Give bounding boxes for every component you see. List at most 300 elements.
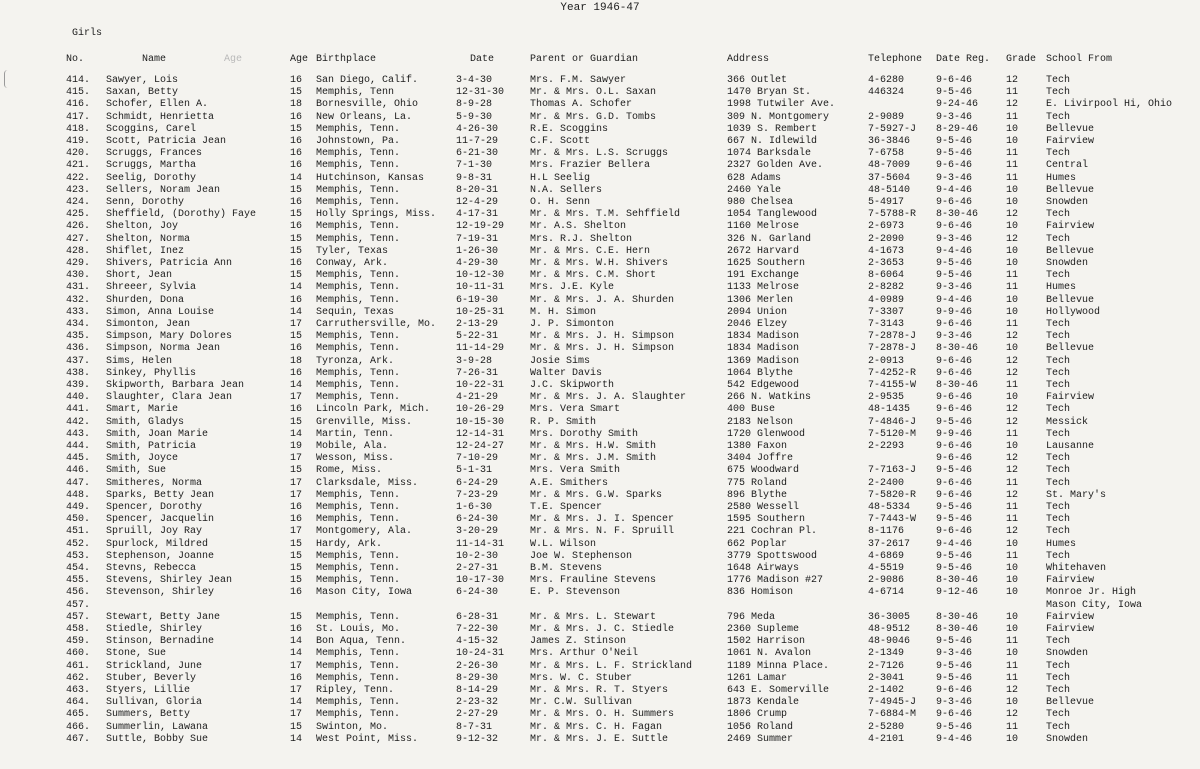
table-row bbox=[0, 403, 1200, 416]
cell-name: Shiflet, Inez bbox=[106, 245, 185, 257]
cell-birthdate: 12-24-27 bbox=[456, 441, 505, 452]
cell-birthplace: Carruthersville, Mo. bbox=[316, 319, 437, 330]
table-row bbox=[0, 318, 1200, 331]
cell-telephone: 48-5140 bbox=[868, 184, 911, 196]
cell-date-reg: 9-6-46 bbox=[936, 221, 973, 233]
cell-address: 1502 Harrison bbox=[727, 636, 806, 648]
cell-telephone: 2-9086 bbox=[868, 575, 905, 587]
cell-age: 17 bbox=[290, 392, 303, 404]
cell-birthplace: Memphis, Tenn. bbox=[316, 160, 401, 172]
cell-no: 467. bbox=[66, 733, 91, 745]
cell-no: 431. bbox=[66, 282, 91, 294]
table-row bbox=[0, 733, 1200, 746]
cell-date-reg: 9-6-46 bbox=[936, 319, 973, 330]
cell-address: 1720 Glenwood bbox=[727, 428, 806, 440]
cell-name: Stephenson, Joanne bbox=[106, 550, 215, 562]
cell-birthdate: 1-6-30 bbox=[456, 502, 493, 513]
cell-grade: 12 bbox=[1006, 404, 1019, 416]
cell-no: 436. bbox=[66, 343, 91, 355]
table-row bbox=[0, 428, 1200, 441]
cell-date-reg: 8-30-46 bbox=[936, 380, 979, 391]
cell-grade: 11 bbox=[1006, 319, 1019, 330]
cell-address: 1380 Faxon bbox=[727, 441, 788, 452]
cell-school: Fairview bbox=[1046, 575, 1095, 587]
cell-name: Sheffield, (Dorothy) Faye bbox=[106, 209, 257, 221]
cell-age: 16 bbox=[290, 294, 303, 306]
cell-date-reg: 8-30-46 bbox=[936, 575, 979, 587]
cell-grade: 10 bbox=[1006, 733, 1019, 745]
cell-name: Scruggs, Martha bbox=[106, 160, 197, 172]
cell-no: 433. bbox=[66, 306, 91, 318]
cell-grade: 10 bbox=[1006, 441, 1019, 452]
table-row bbox=[0, 574, 1200, 587]
header-date: Date bbox=[470, 54, 495, 65]
cell-address: 1648 Airways bbox=[727, 563, 800, 574]
cell-telephone: 7-4155-W bbox=[868, 380, 917, 391]
cell-birthplace: Memphis, Tenn. bbox=[316, 221, 401, 233]
cell-telephone: 37-5604 bbox=[868, 172, 911, 184]
cell-no: 455. bbox=[66, 575, 91, 587]
cell-grade: 11 bbox=[1006, 172, 1019, 184]
cell-birthplace: Memphis, Tenn. bbox=[316, 367, 401, 379]
cell-birthdate: 2-13-29 bbox=[456, 319, 499, 330]
cell-birthplace: Holly Springs, Miss. bbox=[316, 209, 437, 221]
cell-address: 266 N. Watkins bbox=[727, 392, 812, 404]
table-row bbox=[0, 281, 1200, 294]
cell-school: Tech bbox=[1046, 721, 1071, 733]
cell-age: 17 bbox=[290, 453, 303, 465]
cell-parent: M. H. Simon bbox=[530, 306, 597, 318]
cell-school: Tech bbox=[1046, 526, 1071, 538]
cell-grade: 11 bbox=[1006, 477, 1019, 489]
cell-date-reg: 8-30-46 bbox=[936, 624, 979, 635]
cell-name: Stuber, Beverly bbox=[106, 672, 197, 684]
cell-parent: James Z. Stinson bbox=[530, 636, 627, 648]
cell-school: Tech bbox=[1046, 477, 1071, 489]
cell-school: Bellevue bbox=[1046, 697, 1095, 709]
cell-date-reg: 9-3-46 bbox=[936, 111, 973, 123]
table-row bbox=[0, 477, 1200, 490]
table-row bbox=[0, 708, 1200, 721]
cell-parent: Mr. & Mrs. R. T. Styers bbox=[530, 685, 669, 696]
cell-no: 462. bbox=[66, 672, 91, 684]
cell-school: Tech bbox=[1046, 709, 1071, 721]
cell-birthplace: St. Louis, Mo. bbox=[316, 624, 401, 635]
cell-telephone: 2-3653 bbox=[868, 258, 905, 269]
cell-no: 457. bbox=[66, 611, 91, 623]
cell-birthdate: 12-4-29 bbox=[456, 197, 499, 208]
cell-age: 14 bbox=[290, 697, 303, 709]
cell-age: 14 bbox=[290, 172, 303, 184]
cell-date-reg: 9-5-46 bbox=[936, 502, 973, 513]
cell-grade: 12 bbox=[1006, 331, 1019, 343]
cell-age: 15 bbox=[290, 331, 303, 343]
table-row bbox=[0, 550, 1200, 563]
cell-name: Smith, Patricia bbox=[106, 441, 197, 452]
cell-telephone: 2-7126 bbox=[868, 660, 905, 672]
cell-grade: 11 bbox=[1006, 721, 1019, 733]
cell-parent: Walter Davis bbox=[530, 367, 603, 379]
cell-address: 796 Meda bbox=[727, 611, 776, 623]
cell-age: 14 bbox=[290, 648, 303, 660]
cell-telephone: 7-3307 bbox=[868, 306, 905, 318]
cell-parent: Mr. & Mrs. L. F. Strickland bbox=[530, 660, 693, 672]
cell-no: 415. bbox=[66, 87, 91, 99]
cell-telephone: 2-3041 bbox=[868, 672, 905, 684]
cell-address: 1061 N. Avalon bbox=[727, 648, 812, 660]
cell-grade: 10 bbox=[1006, 563, 1019, 574]
cell-birthdate: 4-21-29 bbox=[456, 392, 499, 404]
cell-birthplace: Memphis, Tenn. bbox=[316, 148, 401, 160]
cell-address: 1039 S. Rembert bbox=[727, 123, 818, 135]
cell-date-reg: 9-3-46 bbox=[936, 648, 973, 660]
cell-parent: Mr. & Mrs. J. H. Simpson bbox=[530, 343, 675, 355]
cell-school: Monroe Jr. High bbox=[1046, 587, 1137, 599]
cell-school: Tech bbox=[1046, 404, 1071, 416]
table-row bbox=[0, 172, 1200, 185]
cell-birthdate: 11-14-29 bbox=[456, 343, 505, 355]
table-row bbox=[0, 416, 1200, 429]
cell-name: Simonton, Jean bbox=[106, 319, 191, 330]
table-row bbox=[0, 367, 1200, 380]
cell-name: Strickland, June bbox=[106, 660, 203, 672]
cell-birthdate: 4-29-30 bbox=[456, 258, 499, 269]
table-row bbox=[0, 257, 1200, 270]
cell-name: Sinkey, Phyllis bbox=[106, 367, 197, 379]
cell-name: Spurlock, Mildred bbox=[106, 538, 209, 550]
cell-telephone: 4-2101 bbox=[868, 733, 905, 745]
table-row bbox=[0, 696, 1200, 709]
cell-parent: Mrs. J.E. Kyle bbox=[530, 282, 615, 294]
cell-school: E. Livirpool Hi, Ohio bbox=[1046, 99, 1173, 111]
cell-parent: Mrs. Dorothy Smith bbox=[530, 428, 639, 440]
cell-address: 836 Homison bbox=[727, 587, 794, 599]
cell-birthdate: 8-7-31 bbox=[456, 721, 493, 733]
cell-telephone: 2-2293 bbox=[868, 441, 905, 452]
cell-birthdate: 7-22-30 bbox=[456, 624, 499, 635]
cell-school: Hollywood bbox=[1046, 306, 1101, 318]
cell-age: 16 bbox=[290, 587, 303, 599]
cell-name: Stinson, Bernadine bbox=[106, 636, 215, 648]
cell-name: Skipworth, Barbara Jean bbox=[106, 380, 245, 391]
cell-telephone: 7-5927-J bbox=[868, 123, 917, 135]
cell-grade: 11 bbox=[1006, 282, 1019, 294]
cell-grade: 12 bbox=[1006, 453, 1019, 465]
cell-name: Schmidt, Henrietta bbox=[106, 111, 215, 123]
cell-address: 675 Woodward bbox=[727, 465, 800, 477]
cell-grade: 10 bbox=[1006, 343, 1019, 355]
cell-address: 980 Chelsea bbox=[727, 197, 794, 208]
cell-name: Sellers, Noram Jean bbox=[106, 184, 221, 196]
cell-telephone: 7-7163-J bbox=[868, 465, 917, 477]
cell-address: 2046 Elzey bbox=[727, 319, 788, 330]
cell-birthplace: Grenville, Miss. bbox=[316, 416, 413, 428]
cell-no: 418. bbox=[66, 123, 91, 135]
cell-date-reg: 9-6-46 bbox=[936, 355, 973, 367]
cell-school: Tech bbox=[1046, 636, 1071, 648]
cell-name: Sullivan, Gloria bbox=[106, 697, 203, 709]
cell-birthplace: Rome, Miss. bbox=[316, 465, 383, 477]
cell-parent: Mr. & Mrs. G.W. Sparks bbox=[530, 489, 663, 501]
cell-grade: 12 bbox=[1006, 685, 1019, 696]
table-row bbox=[0, 391, 1200, 404]
cell-birthplace: Conway, Ark. bbox=[316, 258, 389, 269]
cell-no: 456. bbox=[66, 587, 91, 599]
cell-parent: Mrs. Vera Smart bbox=[530, 404, 621, 416]
cell-no: 454. bbox=[66, 563, 91, 574]
cell-school: Tech bbox=[1046, 514, 1071, 526]
cell-grade: 10 bbox=[1006, 697, 1019, 709]
cell-birthdate: 3-4-30 bbox=[456, 75, 493, 86]
cell-age: 15 bbox=[290, 416, 303, 428]
cell-name: Shurden, Dona bbox=[106, 294, 185, 306]
table-row bbox=[0, 501, 1200, 514]
cell-grade: 11 bbox=[1006, 502, 1019, 513]
cell-date-reg: 9-5-46 bbox=[936, 563, 973, 574]
cell-name: Slaughter, Clara Jean bbox=[106, 392, 233, 404]
header-date-reg: Date Reg. bbox=[936, 54, 991, 65]
cell-birthplace: Memphis, Tenn. bbox=[316, 294, 401, 306]
cell-no: 445. bbox=[66, 453, 91, 465]
cell-grade: 10 bbox=[1006, 123, 1019, 135]
cell-birthplace: Memphis, Tenn. bbox=[316, 550, 401, 562]
cell-grade: 11 bbox=[1006, 270, 1019, 282]
cell-age: 16 bbox=[290, 624, 303, 635]
cell-telephone: 2-0913 bbox=[868, 355, 905, 367]
cell-birthdate: 2-23-32 bbox=[456, 697, 499, 709]
cell-birthdate: 7-10-29 bbox=[456, 453, 499, 465]
cell-no: 459. bbox=[66, 636, 91, 648]
cell-date-reg: 9-9-46 bbox=[936, 306, 973, 318]
cell-name: Scott, Patricia Jean bbox=[106, 136, 227, 147]
cell-date-reg: 9-24-46 bbox=[936, 99, 979, 111]
cell-grade: 10 bbox=[1006, 611, 1019, 623]
cell-address: 400 Buse bbox=[727, 404, 776, 416]
cell-parent: T.E. Spencer bbox=[530, 502, 603, 513]
cell-birthdate: 10-11-31 bbox=[456, 282, 505, 294]
cell-name: Summerlin, Lawana bbox=[106, 721, 209, 733]
cell-address: 1806 Crump bbox=[727, 709, 788, 721]
cell-age: 19 bbox=[290, 441, 303, 452]
cell-telephone: 48-9512 bbox=[868, 624, 911, 635]
cell-parent: Mrs. Frazier Bellera bbox=[530, 160, 651, 172]
cell-telephone: 2-9535 bbox=[868, 392, 905, 404]
cell-name: Smith, Sue bbox=[106, 465, 167, 477]
cell-date-reg: 9-5-46 bbox=[936, 148, 973, 160]
cell-telephone: 4-1673 bbox=[868, 245, 905, 257]
cell-address: 896 Blythe bbox=[727, 489, 788, 501]
cell-age: 14 bbox=[290, 282, 303, 294]
cell-address: 1834 Madison bbox=[727, 343, 800, 355]
cell-school: Tech bbox=[1046, 331, 1071, 343]
cell-age: 16 bbox=[290, 136, 303, 147]
cell-birthplace: Memphis, Tenn. bbox=[316, 270, 401, 282]
cell-name: Senn, Dorothy bbox=[106, 197, 185, 208]
header-name: Name bbox=[142, 54, 167, 65]
cell-grade: 11 bbox=[1006, 380, 1019, 391]
cell-birthdate: 7-19-31 bbox=[456, 233, 499, 245]
cell-address: 2580 Wessell bbox=[727, 502, 800, 513]
cell-date-reg: 9-6-46 bbox=[936, 489, 973, 501]
cell-no: 439. bbox=[66, 380, 91, 391]
cell-telephone: 48-7009 bbox=[868, 160, 911, 172]
cell-age: 18 bbox=[290, 99, 303, 111]
cell-date-reg: 9-5-46 bbox=[936, 721, 973, 733]
cell-date-reg: 9-5-46 bbox=[936, 660, 973, 672]
cell-age: 16 bbox=[290, 502, 303, 513]
cell-birthplace: Memphis, Tenn. bbox=[316, 672, 401, 684]
cell-address: 1625 Southern bbox=[727, 258, 806, 269]
cell-address: 2460 Yale bbox=[727, 184, 782, 196]
cell-grade: 10 bbox=[1006, 197, 1019, 208]
cell-school: Fairview bbox=[1046, 221, 1095, 233]
cell-birthdate: 7-26-31 bbox=[456, 367, 499, 379]
cell-birthplace: Memphis, Tenn. bbox=[316, 648, 401, 660]
cell-telephone: 7-3143 bbox=[868, 319, 905, 330]
cell-grade: 12 bbox=[1006, 355, 1019, 367]
cell-no: 420. bbox=[66, 148, 91, 160]
cell-school: Tech bbox=[1046, 502, 1071, 513]
cell-school: Humes bbox=[1046, 282, 1077, 294]
cell-name: Sparks, Betty Jean bbox=[106, 489, 215, 501]
cell-telephone: 2-2400 bbox=[868, 477, 905, 489]
header-birthplace: Birthplace bbox=[316, 54, 377, 65]
cell-birthplace: Hutchinson, Kansas bbox=[316, 172, 425, 184]
cell-address: 1054 Tanglewood bbox=[727, 209, 818, 221]
cell-birthdate: 6-24-30 bbox=[456, 514, 499, 526]
cell-address: 1306 Merlen bbox=[727, 294, 794, 306]
cell-school: Tech bbox=[1046, 148, 1071, 160]
cell-birthplace: Memphis, Tenn. bbox=[316, 697, 401, 709]
table-row bbox=[0, 245, 1200, 258]
cell-no: 438. bbox=[66, 367, 91, 379]
cell-birthplace: Memphis, Tenn. bbox=[316, 502, 401, 513]
cell-parent: Mrs. R.J. Shelton bbox=[530, 233, 633, 245]
cell-age: 15 bbox=[290, 270, 303, 282]
cell-no: 460. bbox=[66, 648, 91, 660]
cell-date-reg: 9-4-46 bbox=[936, 245, 973, 257]
cell-school: Tech bbox=[1046, 685, 1071, 696]
cell-date-reg: 9-5-46 bbox=[936, 136, 973, 147]
cell-parent: E. P. Stevenson bbox=[530, 587, 621, 599]
cell-age: 16 bbox=[290, 221, 303, 233]
cell-age: 17 bbox=[290, 489, 303, 501]
cell-address: 775 Roland bbox=[727, 477, 788, 489]
cell-parent: Mr. & Mrs. T.M. Sehffield bbox=[530, 209, 681, 221]
cell-name: Schofer, Ellen A. bbox=[106, 99, 209, 111]
cell-school: Snowden bbox=[1046, 197, 1089, 208]
cell-telephone: 4-6714 bbox=[868, 587, 905, 599]
cell-telephone: 4-5519 bbox=[868, 563, 905, 574]
cell-address: 1056 Roland bbox=[727, 721, 794, 733]
cell-parent: Mr. & Mrs. C. H. Fagan bbox=[530, 721, 663, 733]
cell-parent: N.A. Sellers bbox=[530, 184, 603, 196]
cell-address: 643 E. Somerville bbox=[727, 685, 830, 696]
cell-birthdate: 6-21-30 bbox=[456, 148, 499, 160]
cell-address: 1369 Madison bbox=[727, 355, 800, 367]
table-row bbox=[0, 538, 1200, 551]
cell-birthplace: Memphis, Tenn bbox=[316, 87, 395, 99]
header-address: Address bbox=[727, 54, 770, 65]
header-school: School From bbox=[1046, 54, 1113, 65]
cell-parent: A.E. Smithers bbox=[530, 477, 609, 489]
cell-date-reg: 9-3-46 bbox=[936, 331, 973, 343]
cell-no: 432. bbox=[66, 294, 91, 306]
cell-no: 429. bbox=[66, 258, 91, 269]
cell-grade: 10 bbox=[1006, 538, 1019, 550]
table-row bbox=[0, 464, 1200, 477]
cell-telephone: 36-3846 bbox=[868, 136, 911, 147]
cell-date-reg: 9-5-46 bbox=[936, 514, 973, 526]
cell-birthdate: 3-9-28 bbox=[456, 355, 493, 367]
cell-telephone: 7-7443-W bbox=[868, 514, 917, 526]
cell-address: 628 Adams bbox=[727, 172, 782, 184]
cell-parent: Mr. & Mrs. J. A. Shurden bbox=[530, 294, 675, 306]
cell-address: 1064 Blythe bbox=[727, 367, 794, 379]
cell-birthplace: Memphis, Tenn. bbox=[316, 233, 401, 245]
table-row bbox=[0, 525, 1200, 538]
cell-no: 424. bbox=[66, 197, 91, 208]
cell-birthplace: Memphis, Tenn. bbox=[316, 343, 401, 355]
cell-age: 15 bbox=[290, 611, 303, 623]
cell-telephone: 2-6973 bbox=[868, 221, 905, 233]
cell-telephone: 7-6884-M bbox=[868, 709, 917, 721]
cell-grade: 12 bbox=[1006, 75, 1019, 86]
cell-birthplace: Memphis, Tenn. bbox=[316, 380, 401, 391]
cell-age: 16 bbox=[290, 197, 303, 208]
cell-grade: 11 bbox=[1006, 148, 1019, 160]
cell-birthdate: 6-24-30 bbox=[456, 587, 499, 599]
cell-grade: 10 bbox=[1006, 306, 1019, 318]
cell-name: Simon, Anna Louise bbox=[106, 306, 215, 318]
cell-no: 466. bbox=[66, 721, 91, 733]
cell-address: 2094 Union bbox=[727, 306, 788, 318]
cell-school: Bellevue bbox=[1046, 184, 1095, 196]
cell-birthplace: Memphis, Tenn. bbox=[316, 392, 401, 404]
cell-age: 15 bbox=[290, 209, 303, 221]
cell-no: 461. bbox=[66, 660, 91, 672]
cell-age: 16 bbox=[290, 75, 303, 86]
cell-date-reg: 9-5-46 bbox=[936, 258, 973, 269]
table-row bbox=[0, 294, 1200, 307]
cell-birthplace: Memphis, Tenn. bbox=[316, 123, 401, 135]
cell-parent: Mr. & Mrs. L.S. Scruggs bbox=[530, 148, 669, 160]
cell-telephone: 7-4846-J bbox=[868, 416, 917, 428]
cell-grade: 12 bbox=[1006, 709, 1019, 721]
cell-birthplace: Sequin, Texas bbox=[316, 306, 395, 318]
cell-school: Tech bbox=[1046, 672, 1071, 684]
cell-parent: Mrs. Frauline Stevens bbox=[530, 575, 657, 587]
cell-no: 435. bbox=[66, 331, 91, 343]
cell-birthplace: Wesson, Miss. bbox=[316, 453, 395, 465]
cell-no: 426. bbox=[66, 221, 91, 233]
cell-school: Tech bbox=[1046, 233, 1071, 245]
cell-birthplace: Martin, Tenn. bbox=[316, 428, 395, 440]
cell-parent: Mr. & Mrs. C.M. Short bbox=[530, 270, 657, 282]
cell-name: Shivers, Patricia Ann bbox=[106, 258, 233, 269]
cell-school: Snowden bbox=[1046, 733, 1089, 745]
table-row bbox=[0, 111, 1200, 124]
cell-school: Bellevue bbox=[1046, 343, 1095, 355]
cell-school: Snowden bbox=[1046, 648, 1089, 660]
cell-no: 449. bbox=[66, 502, 91, 513]
cell-date-reg: 9-6-46 bbox=[936, 197, 973, 208]
cell-address: 1160 Melrose bbox=[727, 221, 800, 233]
cell-parent: Mr. & Mrs. C.E. Hern bbox=[530, 245, 651, 257]
cell-age: 17 bbox=[290, 477, 303, 489]
cell-no: 419. bbox=[66, 136, 91, 147]
cell-parent: Mr. & Mrs. G.D. Tombs bbox=[530, 111, 657, 123]
